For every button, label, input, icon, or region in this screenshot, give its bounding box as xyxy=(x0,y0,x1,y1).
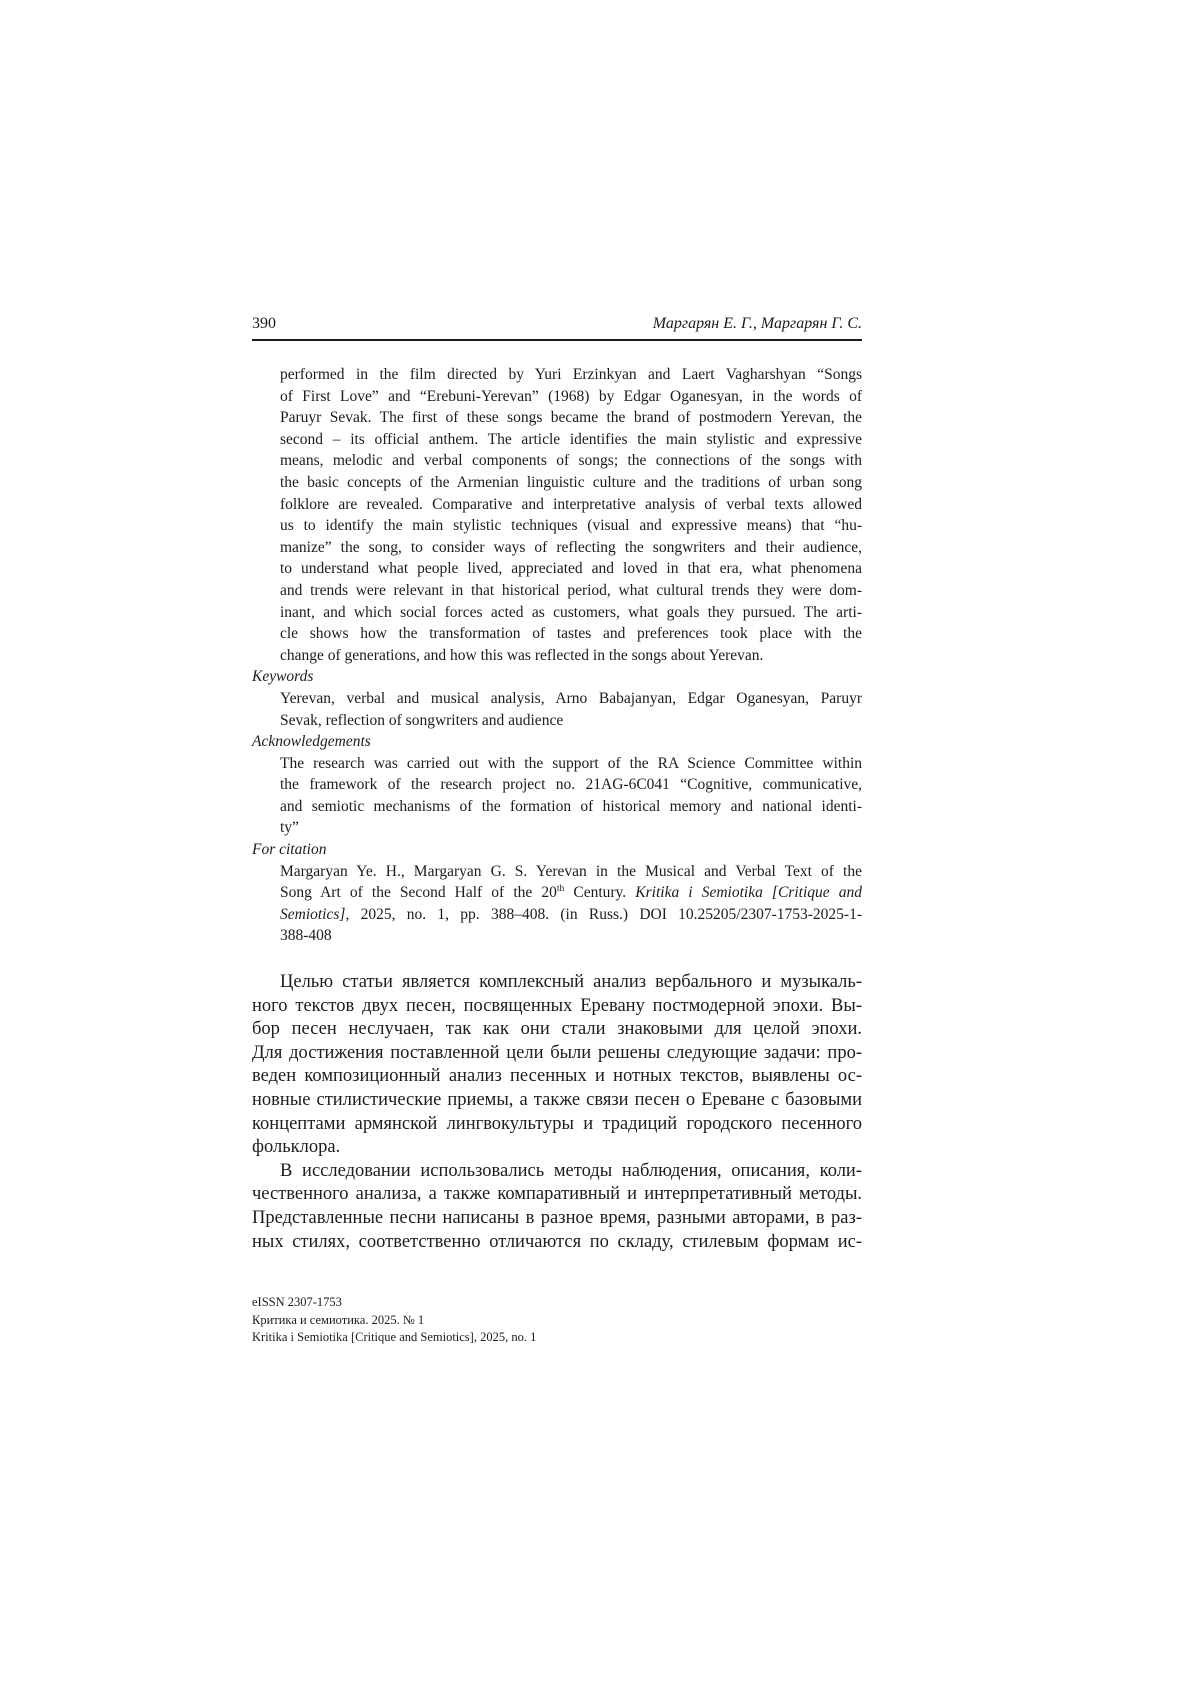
text-segment: eISSN 2307-1753 xyxy=(252,1295,342,1309)
keywords-line xyxy=(280,688,862,710)
text-segment: The research was carried out with the support of the RA Science Committee within xyxy=(280,754,862,772)
acknowledgements-heading: Acknowledgements xyxy=(252,733,371,751)
abstract-and-metadata xyxy=(252,364,862,947)
page-number: 390 xyxy=(252,315,276,332)
text-segment: Критика и семиотика. 2025. № 1 xyxy=(252,1312,425,1327)
body-line xyxy=(252,1018,862,1042)
text-segment: second – its official anthem. The article identifies the main stylistic and expressive xyxy=(280,430,862,448)
text-segment: folklore are revealed. Comparative and interpretative analysis of verbal texts allowed xyxy=(280,495,862,513)
body-line xyxy=(252,1089,862,1113)
text-segment: Margaryan Ye. H., Margaryan G. S. Yerevan in the Musical and Verbal Text of the xyxy=(280,862,862,880)
text-segment: performed in the film directed by Yuri Erzinkyan and Laert Vagharshyan “Songs xyxy=(280,366,862,383)
text-segment: веден композиционный анализ песенных и нотных текстов, выявлены ос- xyxy=(252,1066,862,1087)
footer-line xyxy=(252,1312,862,1330)
text-segment: новные стилистические приемы, а также связи песен о Ереване с базовыми xyxy=(252,1089,862,1110)
acknowledgements-line xyxy=(280,817,862,839)
body-line xyxy=(252,1160,862,1184)
acknowledgements-line xyxy=(280,796,862,818)
abstract-line xyxy=(280,386,862,408)
body-paragraph-1 xyxy=(252,971,862,1160)
text-segment: В исследовании использовались методы наблюдения, описания, коли- xyxy=(280,1160,862,1181)
text-segment: Целью статьи является комплексный анализ вербального и музыкаль- xyxy=(280,972,862,992)
running-header xyxy=(252,314,862,341)
journal-footer xyxy=(252,1294,862,1347)
text-segment: ных стилях, соответственно отличаются по складу, стилевым формам ис- xyxy=(252,1231,862,1252)
text-segment: and semiotic mechanisms of the formation of historical memory and national identi- xyxy=(280,797,862,815)
abstract-line xyxy=(280,602,862,624)
text-segment: of First Love” and “Erebuni-Yerevan” (1968) by Edgar Oganesyan, in the words of xyxy=(280,387,862,405)
text-segment: us to identify the main stylistic techniques (visual and expressive means) that “hu- xyxy=(280,517,862,535)
text-segment: manize” the song, to consider ways of reflecting the songwriters and their audience, xyxy=(280,538,862,556)
text-segment: Paruyr Sevak. The first of these songs became the brand of postmodern Yerevan, the xyxy=(280,409,862,427)
keywords-text xyxy=(252,688,862,731)
abstract-line xyxy=(280,472,862,494)
citation-line xyxy=(280,904,862,926)
text-segment: change of generations, and how this was reflected in the songs about Yerevan. xyxy=(280,646,764,664)
acknowledgements-text xyxy=(252,753,862,839)
footer-line xyxy=(252,1294,862,1312)
body-line xyxy=(252,1207,862,1231)
body-line xyxy=(252,971,862,995)
abstract-line xyxy=(280,429,862,451)
abstract-line xyxy=(280,580,862,602)
abstract-line xyxy=(280,494,862,516)
body-line xyxy=(252,1065,862,1089)
text-segment: Song Art of the Second Half of the 20 xyxy=(280,884,557,902)
body-paragraph-2 xyxy=(252,1160,862,1254)
italic-text: Semiotics] xyxy=(280,905,346,923)
abstract-line xyxy=(280,450,862,472)
text-segment: 388-408 xyxy=(280,927,332,945)
text-segment: концептами армянской лингвокультуры и традиций городского песенного xyxy=(252,1113,862,1134)
text-segment: Yerevan, verbal and musical analysis, Arno Babajanyan, Edgar Oganesyan, Paruyr xyxy=(280,689,862,707)
body-line xyxy=(252,1113,862,1137)
keywords-heading: Keywords xyxy=(252,668,314,686)
text-segment: means, melodic and verbal components of songs; the connections of the songs with xyxy=(280,452,862,470)
text-segment: ного текстов двух песен, посвященных Еревану постмодерной эпохи. Вы- xyxy=(252,995,862,1016)
body-line xyxy=(252,1136,862,1160)
abstract-line xyxy=(280,623,862,645)
citation-line xyxy=(280,861,862,883)
footer-line xyxy=(252,1329,862,1347)
superscript-text: th xyxy=(556,884,565,895)
text-segment: Kritika i Semiotika [Critique and Semiotics], 2025, no. 1 xyxy=(252,1330,537,1345)
text-segment: фольклора. xyxy=(252,1137,341,1158)
citation-line xyxy=(280,925,862,947)
body-line xyxy=(252,995,862,1019)
citation-line xyxy=(280,882,862,904)
abstract-text xyxy=(252,364,862,666)
text-segment: to understand what people lived, appreciated and loved in that era, what phenomena xyxy=(280,560,862,578)
abstract-line xyxy=(280,407,862,429)
text-segment: бор песен неслучаен, так как они стали знаковыми для целой эпохи. xyxy=(252,1019,862,1040)
body-line xyxy=(252,1183,862,1207)
text-segment: чественного анализа, а также компаративный и интерпретативный методы. xyxy=(252,1184,862,1205)
abstract-line xyxy=(280,364,862,386)
abstract-line xyxy=(280,515,862,537)
text-segment: Sevak, reflection of songwriters and audience xyxy=(280,711,564,729)
text-segment: the framework of the research project no. 21AG-6C041 “Cognitive, communicative, xyxy=(280,776,862,794)
abstract-line xyxy=(280,645,862,667)
for-citation-text xyxy=(252,861,862,947)
for-citation-heading: For citation xyxy=(252,841,327,859)
article-body-russian xyxy=(252,971,862,1254)
text-segment: and trends were relevant in that historical period, what cultural trends they were dom- xyxy=(280,581,862,599)
abstract-line xyxy=(280,537,862,559)
acknowledgements-line xyxy=(280,774,862,796)
keywords-line xyxy=(280,710,862,732)
text-segment: cle shows how the transformation of tastes and preferences took place with the xyxy=(280,625,862,643)
running-head-authors: Маргарян Е. Г., Маргарян Г. С. xyxy=(652,315,862,332)
text-segment: inant, and which social forces acted as customers, what goals they pursued. The arti- xyxy=(280,603,862,621)
italic-text: Kritika i Semiotika [Critique and xyxy=(635,884,862,902)
abstract-line xyxy=(280,558,862,580)
text-segment: , 2025, no. 1, pp. 388–408. (in Russ.) DOI 10.25205/2307-1753-2025-1- xyxy=(345,905,862,923)
text-segment: ty” xyxy=(280,819,299,837)
acknowledgements-line xyxy=(280,753,862,775)
body-line xyxy=(252,1231,862,1255)
text-segment: the basic concepts of the Armenian linguistic culture and the traditions of urban song xyxy=(280,473,862,491)
text-segment: Представленные песни написаны в разное время, разными авторами, в раз- xyxy=(252,1207,862,1228)
text-segment: Century. xyxy=(564,884,636,902)
body-line xyxy=(252,1042,862,1066)
text-segment: Для достижения поставленной цели были решены следующие задачи: про- xyxy=(252,1042,862,1063)
